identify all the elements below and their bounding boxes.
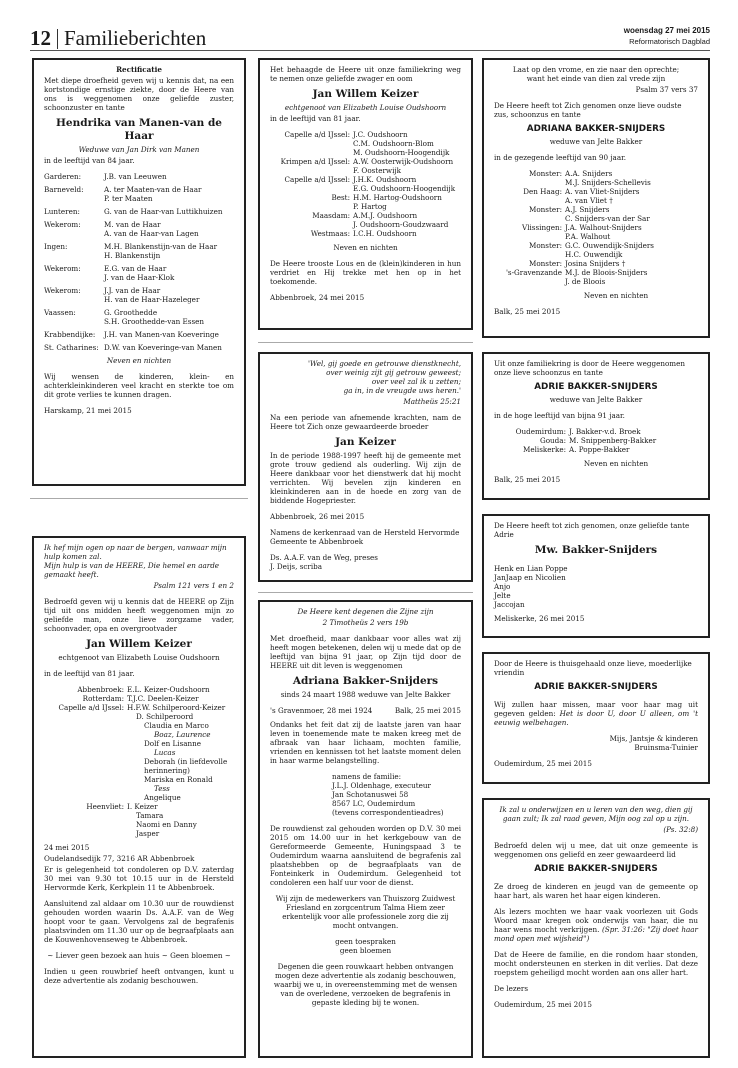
family-place: Garderen: — [44, 172, 82, 181]
family-place: Vlissingen: — [522, 223, 562, 232]
family-row — [494, 427, 698, 436]
family-row — [494, 169, 698, 178]
notice-intro: De Heere heeft tot zich genomen, onze geliefde tante Adrie — [494, 521, 690, 539]
section-title: Familieberichten — [64, 26, 207, 50]
family-row — [494, 196, 698, 205]
family-place — [494, 232, 562, 241]
family-member: A. ter Maaten-van de Haar — [104, 185, 202, 194]
family-row — [44, 330, 234, 339]
deceased-subtitle: echtgenoot van Elizabeth Louise Oudshoorn — [284, 103, 447, 112]
family-row — [494, 268, 698, 277]
family-member: Claudia en Marco — [144, 721, 209, 730]
family-row — [44, 793, 234, 802]
family-member: H.C. Ouwendijk — [565, 250, 623, 259]
family-member: D. Schilperoord — [136, 712, 194, 721]
family-place: Krabbendijke: — [44, 330, 96, 339]
family-member: H. Blankenstijn — [104, 251, 161, 260]
family-row — [44, 685, 234, 694]
header-separator — [57, 29, 58, 49]
family-member: I. Keizer — [127, 802, 158, 811]
family-names — [104, 220, 234, 238]
notice-jan-willem-keizer-family — [32, 536, 246, 1058]
place-date: Balk, 25 mei 2015 — [494, 475, 561, 484]
family-row — [494, 277, 698, 286]
family-list — [270, 130, 461, 238]
family-row — [44, 820, 234, 829]
family-member: JanJaap en Nicolien — [494, 573, 566, 582]
deceased-subtitle: Weduwe van Jan Dirk van Manen — [78, 145, 200, 154]
family-row — [270, 139, 461, 148]
family-row — [494, 250, 698, 259]
funeral-info: Aansluitend zal aldaar om 10.30 uur de rouwdienst gehouden worden waarin Ds. A.A.F. van de Weg hoopt voor te gaan. Vervolgens zal de begrafenis plaatsvinden om 11.30 uur op de begraafplaats aan de Kouwenhovenseweg te Abbenbroek. — [44, 899, 234, 944]
family-member: Tamara — [136, 811, 164, 820]
deceased-name: ADRIE BAKKER-SNIJDERS — [534, 864, 658, 874]
family-place: Capelle a/d IJssel: — [58, 703, 124, 712]
notice-intro: Uit onze familiekring is door de Heere weggenomen onze lieve schoonzus en tante — [494, 359, 685, 377]
notice-intro: Met droefheid, maar dankbaar voor alles wat zij heeft mogen betekenen, delen wij u mede dat op de leeftijd van bijna 91 jaar, op Zijn tijd door de HEERE uit dit leven is weggenomen — [270, 634, 461, 670]
notice-text: In de periode 1988-1997 heeft hij de gemeente met grote trouw gediend als ouderling. Wij zijn de Heere dankbaar voor het dienstwerk dat hij mocht verrichten. Wij bevelen zijn kinderen en kleinkinderen aan in de hoede en zorg van de biddende Hogepriester. — [270, 451, 461, 505]
family-row — [270, 220, 461, 229]
notice-mw-bakker-snijders — [482, 514, 710, 638]
notice-intro: Door de Heere is thuisgehaald onze lieve, moederlijke vriendin — [494, 659, 692, 677]
notice-text — [494, 700, 698, 727]
family-member: E.G. van de Haar — [104, 264, 167, 273]
family-place: Wekerom: — [44, 264, 81, 273]
family-member: Jasper — [136, 829, 160, 838]
deceased-age: in de leeftijd van 81 jaar. — [44, 669, 135, 678]
notice-intro: Het behaagde de Heere uit onze familiekring weg te nemen onze geliefde zwager en oom — [270, 65, 461, 83]
family-place: Maasdam: — [312, 211, 350, 220]
family-row — [270, 184, 461, 193]
place-date: Oudemirdum, 25 mei 2015 — [494, 759, 592, 768]
signature-council: Namens de kerkenraad van de Hersteld Hervormde Gemeente te Abbenbroek — [270, 528, 460, 546]
family-member: T.J.C. Deelen-Keizer — [127, 694, 199, 703]
family-row — [44, 757, 234, 775]
deceased-name: Mw. Bakker-Snijders — [534, 544, 658, 556]
deceased-name: ADRIANA BAKKER-SNIJDERS — [526, 124, 666, 134]
wishes-note: geen toespraken geen bloemen — [335, 937, 396, 955]
verse-reference: (Ps. 32:8) — [663, 825, 698, 834]
family-member: G.C. Ouwendijk-Snijders — [565, 241, 654, 250]
family-contact: namens de familie: J.L.J. Oldenhage, executeur Jan Schotanuswei 58 8567 LC, Oudemirdum (tevens correspondentieadres) — [332, 772, 444, 817]
family-place — [270, 184, 350, 193]
family-row — [44, 242, 234, 260]
family-row — [44, 739, 234, 748]
family-list — [494, 427, 698, 454]
family-list — [44, 685, 234, 838]
family-row — [270, 193, 461, 202]
column-divider — [258, 342, 473, 343]
family-row — [44, 220, 234, 238]
family-row — [44, 775, 234, 784]
family-row — [44, 286, 234, 304]
family-member: Dolf en Lisanne — [144, 739, 202, 748]
family-place: Gouda: — [539, 436, 566, 445]
newspaper-name: Reformatorisch Dagblad — [629, 37, 710, 46]
verse-reference: Mattheüs 25:21 — [403, 397, 461, 406]
verse-reference: Psalm 121 vers 1 en 2 — [153, 581, 234, 590]
text-plain: Wij zullen haar missen, maar voor haar mag uit gegeven gelden: — [494, 700, 698, 718]
family-place — [494, 250, 562, 259]
family-place: Ingen: — [44, 242, 68, 251]
deceased-name: Jan Willem Keizer — [312, 88, 419, 100]
family-member: E.G. Oudshoorn-Hoogendijk — [353, 184, 456, 193]
family-member: A. van Vliet † — [565, 196, 613, 205]
family-row — [494, 223, 698, 232]
family-names — [104, 242, 234, 260]
family-place — [44, 775, 124, 784]
bible-verse: Ik zal u onderwijzen en u leren van den weg, dien gij gaan zult; Ik zal raad geven, Mijn oog zal op u zijn. — [499, 805, 693, 823]
family-member: C.M. Oudshoorn-Blom — [353, 139, 434, 148]
family-member: S.H. Groothedde-van Essen — [104, 317, 205, 326]
notice-intro: Met diepe droefheid geven wij u kennis dat, na een kortstondige ernstige ziekte, door de Heere van ons is weggenomen onze geliefde zuster, schoonzuster en tante — [44, 76, 234, 112]
family-member: A. Poppe-Bakker — [569, 445, 630, 454]
family-row — [494, 214, 698, 223]
family-place — [44, 829, 124, 838]
family-member: Naomi en Danny — [136, 820, 197, 829]
relatives-line: Neven en nichten — [583, 291, 649, 300]
family-member: H.F.W. Schilperoord-Keizer — [127, 703, 226, 712]
notice-intro: Na een periode van afnemende krachten, nam de Heere tot Zich onze gewaardeerde broeder — [270, 413, 461, 431]
birth-info: 's Gravenmoer, 28 mei 1924 — [270, 706, 373, 715]
family-row — [44, 829, 234, 838]
family-place: Barneveld: — [44, 185, 84, 194]
family-names — [104, 330, 234, 339]
family-row — [494, 205, 698, 214]
family-row — [44, 264, 234, 282]
family-member: M.H. Blankenstijn-van de Haar — [104, 242, 218, 251]
family-row — [494, 436, 698, 445]
deceased-subtitle: weduwe van Jelte Bakker — [549, 137, 643, 146]
family-list — [494, 169, 698, 286]
closing-text: Degenen die geen rouwkaart hebben ontvangen mogen deze advertentie als zodanig beschouwen, waarbij we u, in overeenstemming met de wensen van de overledene, verzoeken de begrafenis in gepaste kleding bij te wonen. — [273, 962, 458, 1007]
family-place — [494, 277, 562, 286]
deceased-name: ADRIE BAKKER-SNIJDERS — [534, 382, 658, 392]
family-place — [270, 148, 350, 157]
family-row — [494, 178, 698, 187]
text-quote: (Spr. 31:26: "Zij doet haar mond open met wijsheid") — [494, 925, 698, 943]
family-member: G. van de Haar-van Luttikhuizen — [104, 207, 223, 216]
text-quote: Het is door U, door U alleen, om 't eeuwig welbehagen. — [494, 709, 699, 727]
family-row — [44, 748, 234, 757]
family-member: E.L. Keizer-Oudshoorn — [127, 685, 210, 694]
family-member: P.A. Walhout — [565, 232, 611, 241]
family-row — [494, 187, 698, 196]
family-place — [44, 784, 124, 793]
family-member: A.J. Snijders — [565, 205, 610, 214]
deceased-name: ADRIE BAKKER-SNIJDERS — [534, 682, 658, 692]
issue-date: woensdag 27 mei 2015 — [623, 26, 710, 35]
family-place — [494, 214, 562, 223]
column-divider — [30, 498, 248, 499]
deceased-name: Jan Keizer — [335, 436, 396, 448]
notice-jan-willem-keizer-inlaws — [258, 58, 473, 330]
family-row — [44, 703, 234, 712]
notice-text-3: Dat de Heere de familie, en die rondom haar stonden, mocht ondersteunen en sterken in dit verlies. Dat deze roepstem geheiligd mocht worden aan ons aller hart. — [494, 950, 698, 977]
family-row — [44, 343, 234, 352]
notice-text: Ze droeg de kinderen en jeugd van de gemeente op haar hart, als waren het haar eigen kinderen. — [494, 882, 698, 900]
family-names — [104, 207, 234, 216]
family-row — [270, 148, 461, 157]
notice-rectificatie — [32, 58, 246, 486]
family-member: A.M.J. Oudshoorn — [353, 211, 418, 220]
family-row — [494, 259, 698, 268]
family-row — [270, 166, 461, 175]
family-member: Josina Snijders † — [565, 259, 626, 268]
family-member: Lucas — [154, 748, 176, 757]
family-member: Deborah (in liefdevolle herinnering) — [144, 757, 228, 775]
family-names — [104, 308, 234, 326]
family-member: I.C.H. Oudshoorn — [353, 229, 417, 238]
header-rule — [30, 50, 710, 51]
deceased-subtitle: sinds 24 maart 1988 weduwe van Jelte Bakker — [280, 690, 451, 699]
family-place — [44, 739, 124, 748]
family-place: Monster: — [528, 205, 562, 214]
family-place — [270, 220, 350, 229]
family-list — [44, 172, 234, 352]
family-member: J.A. Walhout-Snijders — [565, 223, 642, 232]
family-member: H. van de Haar-Hazeleger — [104, 295, 200, 304]
family-member: M.J. de Bloois-Snijders — [565, 268, 648, 277]
notice-adriana-bakker-siblings — [482, 58, 710, 338]
notice-intro: De Heere heeft tot Zich genomen onze lieve oudste zus, schoonzus en tante — [494, 101, 682, 119]
family-place: Monster: — [528, 241, 562, 250]
family-member: Boaz, Laurence — [154, 730, 211, 739]
family-member: F. Oosterwijk — [353, 166, 401, 175]
family-member: Jelte — [494, 591, 511, 600]
life-dates — [270, 706, 461, 715]
death-info: Balk, 25 mei 2015 — [394, 706, 461, 715]
family-row — [270, 211, 461, 220]
family-row — [44, 308, 234, 326]
family-place: Krimpen a/d IJssel: — [280, 157, 350, 166]
family-member: M. Oudshoorn-Hoogendijk — [353, 148, 450, 157]
family-place: Monster: — [528, 169, 562, 178]
family-place: Den Haag: — [523, 187, 562, 196]
notice-adrie-bakker-readers — [482, 798, 710, 1058]
family-member: H.M. Hartog-Oudshoorn — [353, 193, 442, 202]
family-member: A. van Vliet-Snijders — [565, 187, 640, 196]
address: Oudelandsedijk 77, 3216 AR Abbenbroek — [44, 854, 195, 863]
family-member: J.J. van de Haar — [104, 286, 161, 295]
family-place: Lunteren: — [44, 207, 80, 216]
verse-reference: Psalm 37 vers 37 — [635, 85, 698, 94]
column-divider — [258, 592, 473, 593]
closing-text: Wij wensen de kinderen, klein- en achterkleinkinderen veel kracht en sterkte toe om dit grote verlies te kunnen dragen. — [44, 372, 234, 399]
family-place: Wekerom: — [44, 286, 81, 295]
family-row — [44, 172, 234, 181]
family-member: Angelique — [144, 793, 181, 802]
deceased-age: in de gezegende leeftijd van 90 jaar. — [494, 153, 627, 162]
family-names — [104, 172, 234, 181]
family-names — [494, 564, 698, 609]
family-place — [270, 166, 350, 175]
relatives-line: Neven en nichten — [333, 243, 398, 252]
family-place: Best: — [331, 193, 350, 202]
deceased-name: Jan Willem Keizer — [86, 638, 192, 650]
family-member: A. van de Haar-van Lagen — [104, 229, 199, 238]
family-place: Oudemirdum: — [515, 427, 566, 436]
family-member: J. Oudshoorn-Goudzwaard — [353, 220, 449, 229]
place-date: Abbenbroek, 24 mei 2015 — [270, 293, 365, 302]
notice-adrie-bakker-friends — [482, 652, 710, 784]
family-member: Anjo — [494, 582, 511, 591]
family-member: Jaccojan — [494, 600, 525, 609]
family-names — [104, 264, 234, 282]
family-place — [44, 721, 124, 730]
family-member: Mariska en Ronald — [144, 775, 213, 784]
family-member: Tess — [154, 784, 170, 793]
family-names — [104, 185, 234, 203]
place-date: Abbenbroek, 26 mei 2015 — [270, 512, 365, 521]
family-row — [44, 730, 234, 739]
deceased-age: in de hoge leeftijd van bijna 91 jaar. — [494, 411, 625, 420]
signature-officers: Ds. A.A.F. van de Weg, preses J. Deijs, scriba — [270, 553, 378, 571]
family-member: G. Groothedde — [104, 308, 158, 317]
family-row — [44, 185, 234, 203]
family-row — [44, 694, 234, 703]
family-row — [270, 202, 461, 211]
bible-verse: 'Wel, gij goede en getrouwe dienstknecht, over weinig zijt gij getrouw geweest; over veel zal ik u zetten; ga in, in de vreugde uws heren.' — [307, 359, 461, 395]
family-place: Meliskerke: — [523, 445, 566, 454]
family-place: Westmaas: — [310, 229, 350, 238]
family-member: J. Bakker-v.d. Broek — [569, 427, 641, 436]
family-member: M. van de Haar — [104, 220, 161, 229]
family-member: J. de Bloois — [565, 277, 606, 286]
deceased-subtitle: weduwe van Jelte Bakker — [549, 395, 643, 404]
relatives-line: Neven en nichten — [106, 356, 172, 365]
family-names — [104, 286, 234, 304]
family-place — [494, 196, 562, 205]
notice-heading: Rectificatie — [116, 65, 162, 74]
family-place: Abbenbroek: — [77, 685, 124, 694]
deceased-name: Hendrika van Manen-van de Haar — [56, 117, 222, 142]
family-place — [44, 757, 124, 775]
deceased-age: in de leeftijd van 84 jaar. — [44, 156, 135, 165]
notice-intro: Bedroefd delen wij u mee, dat uit onze gemeente is weggenomen ons geliefd en zeer gewaardeerd lid — [494, 841, 698, 859]
family-member: A.A. Snijders — [565, 169, 613, 178]
family-row — [44, 712, 234, 721]
family-place — [44, 712, 124, 721]
family-place — [44, 793, 124, 802]
family-row — [270, 175, 461, 184]
notice-text-2 — [494, 907, 698, 943]
family-place: Capelle a/d IJssel: — [284, 175, 350, 184]
family-row — [270, 130, 461, 139]
notice-adriana-bakker-snijders — [258, 600, 473, 1058]
family-member: Henk en Lian Poppe — [494, 564, 568, 573]
deceased-age: in de leeftijd van 81 jaar. — [270, 114, 361, 123]
family-place: Vaassen: — [44, 308, 76, 317]
family-member: M. Snippenberg-Bakker — [569, 436, 657, 445]
family-member: C. Snijders-van der Sar — [565, 214, 650, 223]
place-date: Oudemirdum, 25 mei 2015 — [494, 1000, 592, 1009]
notice-text: Ondanks het feit dat zij de laatste jaren van haar leven in toenemende mate te maken kreeg met de afbraak van haar lichaam, mochten familie, vrienden en kennissen tot het laatste moment delen in haar warme belangstelling. — [270, 720, 461, 765]
family-place: St. Catharines: — [44, 343, 99, 352]
family-member: A.W. Oosterwijk-Oudshoorn — [353, 157, 454, 166]
family-place — [44, 820, 124, 829]
family-member: J.C. Oudshoorn — [353, 130, 408, 139]
family-row — [270, 229, 461, 238]
signature: De lezers — [494, 984, 529, 993]
closing-text: De Heere trooste Lous en de (klein)kinderen in hun verdriet en Hij trekke met hen op in het toekomende. — [270, 259, 461, 286]
signature: Mijs, Jantsje & kinderen Bruinsma-Tuinier — [609, 734, 698, 752]
family-place: Monster: — [528, 259, 562, 268]
text-plain: Als lezers mochten we haar vaak voorlezen uit Gods Woord maar kregen ook onderwijs van haar, die nu haar wens mocht verkrijgen. — [494, 907, 698, 934]
family-place: Rotterdam: — [82, 694, 124, 703]
deceased-name: Adriana Bakker-Snijders — [292, 675, 439, 687]
notice-date: 24 mei 2015 — [44, 843, 90, 852]
funeral-info: De rouwdienst zal gehouden worden op D.V. 30 mei 2015 om 14.00 uur in het kerkgebouw van de Gereformeerde Gemeente, Huningspaad 3 te Oudemirdum waarna aansluitend de begrafenis zal plaatshebben op de begraafplaats van de Fonteinkerk in Oudemirdum. Gelegenheid tot condoleren een half uur voor de dienst. — [270, 824, 461, 887]
family-row — [494, 445, 698, 454]
bible-verse: Laat op den vrome, en zie naar den oprechte; want het einde van dien zal vrede zijn — [512, 65, 680, 83]
family-place — [270, 139, 350, 148]
bible-verse: De Heere kent degenen die Zijne zijn — [297, 607, 434, 616]
relatives-line: Neven en nichten — [583, 459, 649, 468]
family-row — [494, 241, 698, 250]
notice-jan-keizer-church — [258, 352, 473, 582]
family-row — [270, 157, 461, 166]
family-place: 's-Gravenzande — [505, 268, 562, 277]
condolence-info: Er is gelegenheid tot condoleren op D.V. zaterdag 30 mei van 9.30 tot 10.15 uur in de Hersteld Hervormde Kerk, Kerkplein 11 te Abbenbroek. — [44, 865, 234, 892]
family-place — [270, 202, 350, 211]
place-date: Meliskerke, 26 mei 2015 — [494, 614, 585, 623]
family-row — [44, 802, 234, 811]
family-member: P. ter Maaten — [104, 194, 153, 203]
bible-verse: Ik hef mijn ogen op naar de bergen, vanwaar mijn hulp komen zal. Mijn hulp is van de HEERE, Die hemel en aarde gemaakt heeft. — [44, 543, 227, 579]
family-place — [44, 811, 124, 820]
family-member: M.J. Snijders-Schellevis — [565, 178, 651, 187]
family-row — [44, 784, 234, 793]
family-row — [44, 721, 234, 730]
family-row — [44, 811, 234, 820]
family-place: Wekerom: — [44, 220, 81, 229]
family-member: J. van de Haar-Klok — [104, 273, 175, 282]
family-row — [494, 232, 698, 241]
page-number: 12 — [30, 26, 51, 50]
family-member: D.W. van Koeveringe-van Manen — [104, 343, 222, 352]
family-member: J.H. van Manen-van Koeveringe — [104, 330, 219, 339]
family-place — [44, 730, 124, 739]
place-date: Balk, 25 mei 2015 — [494, 307, 561, 316]
deceased-subtitle: echtgenoot van Elizabeth Louise Oudshoorn — [58, 653, 220, 662]
family-place: Heenvliet: — [86, 802, 124, 811]
visit-note: ~ Liever geen bezoek aan huis ~ Geen bloemen ~ — [47, 951, 231, 960]
notice-adrie-bakker-inlaws — [482, 352, 710, 500]
family-place — [44, 748, 124, 757]
verse-reference: 2 Timotheüs 2 vers 19b — [322, 618, 409, 627]
thanks-text: Wij zijn de medewerkers van Thuiszorg Zuidwest Friesland en zorgcentrum Talma Hiem zeer erkentelijk voor alle professionele zorg die zij mocht ontvangen. — [275, 894, 456, 930]
family-member: P. Hartog — [353, 202, 387, 211]
family-place — [494, 178, 562, 187]
family-member: J.H.K. Oudshoorn — [353, 175, 417, 184]
family-place: Capelle a/d IJssel: — [284, 130, 350, 139]
place-date: Harskamp, 21 mei 2015 — [44, 406, 132, 415]
family-row — [44, 207, 234, 216]
family-member: J.B. van Leeuwen — [104, 172, 167, 181]
family-names — [104, 343, 234, 352]
closing-text: Indien u geen rouwbrief heeft ontvangen, kunt u deze advertentie als zodanig beschouwen. — [44, 967, 234, 985]
notice-intro: Bedroefd geven wij u kennis dat de HEERE op Zijn tijd uit ons midden heeft weggenomen mijn zo geliefde man, onze lieve zorgzame vader, schoonvader, opa en overgrootvader — [44, 597, 234, 633]
